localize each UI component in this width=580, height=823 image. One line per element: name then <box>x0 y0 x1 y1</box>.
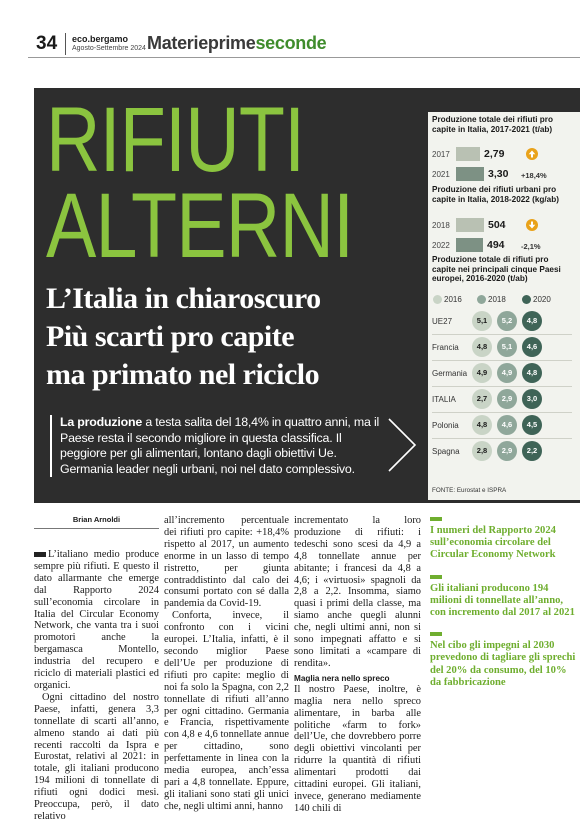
bar-2017 <box>456 147 480 161</box>
article-paragraph: Conforta, invece, il confronto con i vicini europei. L’Italia, infatti, è il secondo miglior Paese dell’Ue per produzione di rifiuti pro capite: meglio di noi fa solo la Spagna, con 2,2 tonnellate di rifiuti all’anno per ogni cittadino. Germania e Francia, rispettivamente con 4,8 e 4,6 tonnellate annue per cittadino, sono perfettamente in linea con la media europea, anch’essa pari a 4,8 tonnellate. Eppure, gli italiani sono stati gli unici che, negli ultimi anni, hanno <box>164 610 289 812</box>
headline-line1: RIFIUTI <box>46 89 305 191</box>
change-label: +18,4% <box>521 171 547 180</box>
bar-year-label: 2021 <box>432 170 450 179</box>
article-column-1 <box>34 515 159 823</box>
legend-dot-2018 <box>477 295 486 304</box>
bar-2021 <box>456 167 484 181</box>
chevron-right-icon <box>385 417 419 473</box>
lead-text: a testa salita del 18,4% in quattro anni, ma il Paese resta il secondo migliore in questa classifica. Il peggiore per gli alimentari, lontano dagli obiettivi Ue. Germania leader negli urbani, noi nel dato complessivo. <box>60 415 380 476</box>
highlights-column <box>430 517 580 702</box>
bar-year-label: 2017 <box>432 150 450 159</box>
legend-dot-2020 <box>522 295 531 304</box>
value-dot-2016: 2,7 <box>472 389 492 409</box>
legend-label: 2016 <box>444 295 462 304</box>
bar-year-label: 2018 <box>432 221 450 230</box>
author-byline: Brian Arnoldi <box>34 515 159 529</box>
highlight-item <box>430 517 580 562</box>
value-dot-2018: 4,6 <box>497 415 517 435</box>
country-label: Germania <box>432 369 468 378</box>
value-dot-2020: 4,8 <box>522 363 542 383</box>
bullet-bar-icon <box>430 517 442 521</box>
bar-value-label: 494 <box>487 239 505 251</box>
bar-value-label: 504 <box>488 219 506 231</box>
value-dot-2018: 2,9 <box>497 441 517 461</box>
legend-dot-2016 <box>433 295 442 304</box>
highlight-text: I numeri del Rapporto 2024 sull’economia circolare del Circular Economy Network <box>430 525 556 561</box>
value-dot-2020: 3,0 <box>522 389 542 409</box>
article-paragraph: Ogni cittadino del nostro Paese, infatti, genera 3,3 tonnellate di scarti all’anno, almeno stando ai dati più recenti raccolti da Ispra e Eurostat, relativi al 2021: in totale, gli italiani producono 194 milioni di tonnellate di rifiuti ogni dodici mesi. Preoccupa, però, il dato relativo <box>34 691 159 822</box>
value-dot-2016: 4,9 <box>472 363 492 383</box>
value-dot-2018: 5,1 <box>497 337 517 357</box>
article-paragraph: Il nostro Paese, inoltre, è maglia nera nello spreco alimentare, in barba alle politiche «farm to fork» dell’Ue, che dovrebbero porre degli obiettivi vincolanti per ridurre la quantità di rifiuti alimentari prodotti dai cittadini europei. Gli italiani, invece, generano mediamente 140 chili di <box>294 683 421 814</box>
header-divider <box>65 33 66 55</box>
country-label: Spagna <box>432 447 460 456</box>
row-divider <box>432 438 572 439</box>
value-dot-2016: 4,8 <box>472 337 492 357</box>
section-title-a: Materieprime <box>147 33 256 53</box>
row-divider <box>432 334 572 335</box>
country-label: Francia <box>432 343 459 352</box>
change-label: -2,1% <box>521 242 541 251</box>
value-dot-2018: 4,9 <box>497 363 517 383</box>
section-title-b: seconde <box>255 33 327 53</box>
bar-year-label: 2022 <box>432 241 450 250</box>
bar-2022 <box>456 238 483 252</box>
bullet-bar-icon <box>430 632 442 636</box>
value-dot-2020: 2,2 <box>522 441 542 461</box>
publication-name: eco.bergamo <box>72 34 129 44</box>
chart3-title: Produzione totale di rifiuti pro capite nei principali cinque Paesi europei, 2016-2020 (t/ab) <box>432 255 561 283</box>
country-label: UE27 <box>432 317 453 326</box>
source-note: FONTE: Eurostat e ISPRA <box>432 487 507 494</box>
bar-value-label: 3,30 <box>488 168 509 180</box>
value-dot-2016: 5,1 <box>472 311 492 331</box>
value-dot-2020: 4,8 <box>522 311 542 331</box>
page-header <box>0 0 580 62</box>
subheadline-2: Più scarti pro capite <box>46 320 295 353</box>
header-rule <box>28 57 580 58</box>
article-paragraph <box>34 549 159 692</box>
bar-2018 <box>456 218 484 232</box>
value-dot-2020: 4,6 <box>522 337 542 357</box>
row-divider <box>432 360 572 361</box>
arrow-up-icon <box>526 148 538 160</box>
legend-label: 2018 <box>488 295 506 304</box>
country-label: Polonia <box>432 421 459 430</box>
bullet-bar-icon <box>430 575 442 579</box>
value-dot-2020: 4,5 <box>522 415 542 435</box>
highlight-text: Gli italiani producono 194 milioni di tonnellate all’anno, con incremento dal 2017 al 2021 <box>430 582 575 619</box>
chart1-title: Produzione totale dei rifiuti pro capite in Italia, 2017-2021 (t/ab) <box>432 115 553 134</box>
article-column-2 <box>164 515 289 813</box>
highlight-text: Nel cibo gli impegni al 2030 prevedono di tagliare gli sprechi del 20% da consumo, del 10% da fabbricazione <box>430 640 576 688</box>
lead-paragraph <box>50 415 385 477</box>
article-subhead: Maglia nera nello spreco <box>294 673 390 683</box>
value-dot-2018: 5,2 <box>497 311 517 331</box>
row-divider <box>432 386 572 387</box>
article-paragraph: incrementato la loro produzione di rifiuti: i tedeschi sono scesi da 4,9 a 4,8 tonnellate annue per abitante; i francesi da 4,8 a 4,6; i «virtuosi» spagnoli da 2,8 a 2,2. Insomma, siamo quasi i primi della classe, ma siamo anche quegli alunni che, negli ultimi anni, non si sono impegnati affatto e si sono limitati a «campare di rendita». <box>294 515 421 669</box>
arrow-down-icon <box>526 219 538 231</box>
article-column-3 <box>294 515 421 815</box>
country-label: ITALIA <box>432 395 456 404</box>
legend-label: 2020 <box>533 295 551 304</box>
subheadline-1: L’Italia in chiaroscuro <box>46 282 321 315</box>
subheadline-3: ma primato nel riciclo <box>46 358 320 391</box>
chart2-title: Produzione dei rifiuti urbani pro capite in Italia, 2018-2022 (kg/ab) <box>432 185 559 204</box>
section-title <box>147 33 326 54</box>
article-paragraph: all’incremento percentuale dei rifiuti pro capite: +18,4% rispetto al 2017, un aumento enorme in un lasso di tempo ristretto, per giunta contraddistinto dal calo dei consumi portato con sé dalla pandemia da Covid-19. <box>164 515 289 610</box>
highlight-item <box>430 632 580 689</box>
page-number: 34 <box>36 33 58 54</box>
value-dot-2016: 4,8 <box>472 415 492 435</box>
issue-date: Agosto-Settembre 2024 <box>72 45 146 52</box>
value-dot-2018: 2,9 <box>497 389 517 409</box>
headline-line2: ALTERNI <box>46 175 354 277</box>
row-divider <box>432 412 572 413</box>
article-text: L’italiano medio produce sempre più rifiuti. E questo il dato allarmante che emerge dal Rapporto 2024 sull’economia circolare in Italia del Circular Economy Network, che vanta tra i suoi promotori anche la bergamasca Montello, industria del recupero e riciclo di materiali plastici ed organici. <box>34 549 159 691</box>
highlight-item <box>430 575 580 620</box>
lead-bold: La produzione <box>60 415 143 429</box>
value-dot-2016: 2,8 <box>472 441 492 461</box>
square-bullet-icon <box>34 552 46 557</box>
bar-value-label: 2,79 <box>484 148 505 160</box>
